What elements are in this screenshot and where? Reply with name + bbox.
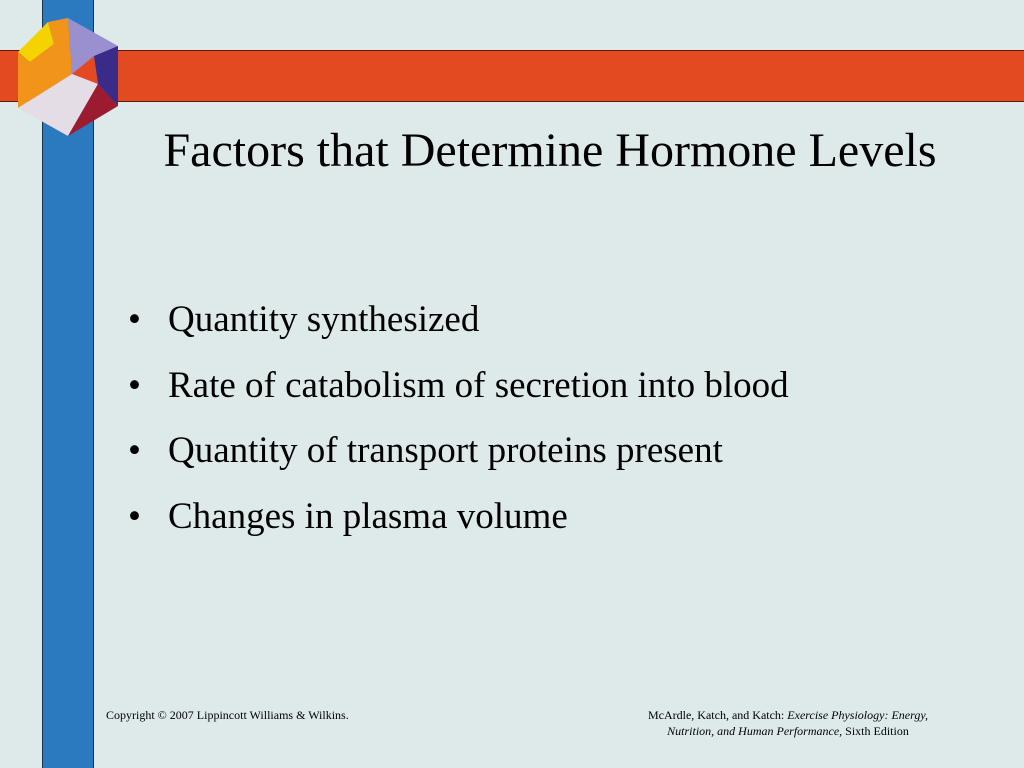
cube-logo-icon	[14, 16, 122, 138]
bullet-list	[128, 298, 1008, 560]
bullet-text: Quantity of transport proteins present	[168, 430, 723, 471]
bullet-text: Rate of catabolism of secretion into blood	[168, 364, 789, 406]
bullet-text: Changes in plasma volume	[168, 495, 568, 537]
citation-footer	[600, 707, 976, 739]
slide-title: Factors that Determine Hormone Levels	[163, 124, 937, 177]
horizontal-accent-bar	[0, 50, 1024, 102]
bullet-item	[128, 429, 1008, 473]
bullet-text: Quantity synthesized	[168, 299, 480, 340]
bullet-item	[128, 495, 1008, 539]
bullet-dot: •	[128, 299, 141, 340]
bullet-dot: •	[128, 364, 141, 406]
bullet-item	[128, 364, 1008, 408]
citation-edition: Sixth Edition	[845, 724, 909, 738]
citation-line-2	[600, 723, 976, 739]
citation-book-title-2: Nutrition, and Human Performance,	[667, 724, 846, 738]
copyright-footer: Copyright © 2007 Lippincott Williams & Wilkins.	[106, 708, 349, 722]
citation-authors: McArdle, Katch, and Katch:	[647, 708, 788, 722]
bullet-dot: •	[128, 430, 141, 471]
citation-book-title-1: Exercise Physiology: Energy,	[787, 708, 929, 722]
bullet-item	[128, 298, 1008, 342]
citation-line-1	[600, 707, 976, 723]
bullet-dot: •	[128, 495, 141, 537]
